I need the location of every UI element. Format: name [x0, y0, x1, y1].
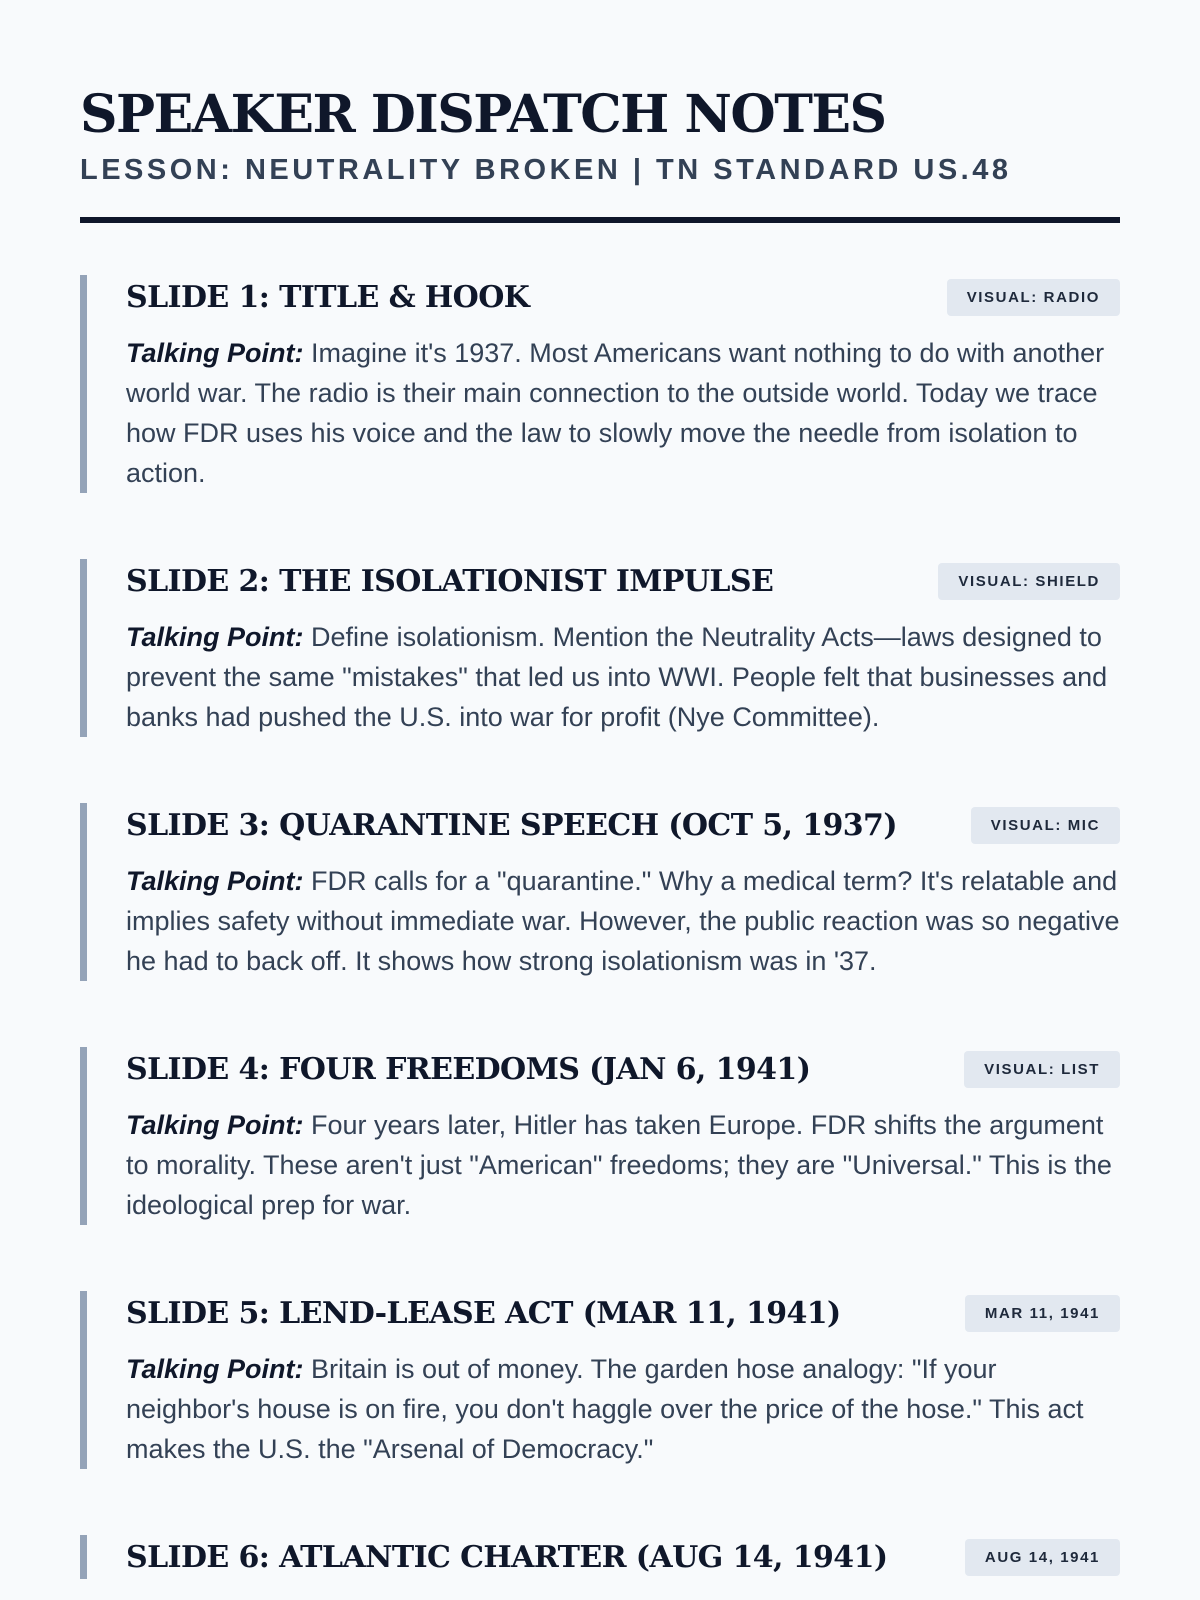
page-title: SPEAKER DISPATCH NOTES	[80, 84, 886, 145]
visual-badge: VISUAL: MIC	[971, 807, 1120, 844]
talking-point-text: Four years later, Hitler has taken Europe. FDR shifts the argument to morality. These aren't just "American" freedoms; they are "Universal." This is the ideological prep for war.	[126, 1110, 1112, 1220]
talking-point-label: Talking Point:	[126, 622, 304, 652]
talking-point	[126, 861, 1120, 981]
talking-point-text: Imagine it's 1937. Most Americans want nothing to do with another world war. The radio is their main connection to the outside world. Today we trace how FDR uses his voice and the law to slowly move the needle from isolation to action.	[126, 338, 1105, 488]
slide-title: SLIDE 6: ATLANTIC CHARTER (AUG 14, 1941)	[126, 1539, 888, 1575]
slide-title: SLIDE 5: LEND-LEASE ACT (MAR 11, 1941)	[126, 1295, 841, 1331]
slide-note-5	[80, 1291, 1120, 1469]
visual-badge: VISUAL: LIST	[964, 1051, 1120, 1088]
talking-point-text: Britain is out of money. The garden hose analogy: "If your neighbor's house is on fire, you don't haggle over the price of the hose." This act makes the U.S. the "Arsenal of Democracy."	[126, 1354, 1084, 1464]
talking-point-label: Talking Point:	[126, 1110, 304, 1140]
slide-note-header	[126, 1291, 1120, 1335]
slide-note-6	[80, 1535, 1120, 1579]
talking-point-text: FDR calls for a "quarantine." Why a medical term? It's relatable and implies safety without immediate war. However, the public reaction was so negative he had to back off. It shows how strong isolationism was in '37.	[126, 866, 1120, 976]
page-subtitle: LESSON: NEUTRALITY BROKEN | TN STANDARD US.48	[80, 154, 1012, 186]
slide-notes-list	[80, 275, 1120, 1579]
slide-note-header	[126, 559, 1120, 603]
header-divider	[80, 217, 1120, 223]
talking-point-label: Talking Point:	[126, 1354, 304, 1384]
slide-note-header	[126, 275, 1120, 319]
talking-point-label: Talking Point:	[126, 866, 304, 896]
visual-badge: VISUAL: SHIELD	[938, 563, 1120, 600]
slide-title: SLIDE 4: FOUR FREEDOMS (JAN 6, 1941)	[126, 1051, 811, 1087]
slide-note-header	[126, 1047, 1120, 1091]
slide-note-2	[80, 559, 1120, 737]
talking-point	[126, 1105, 1120, 1225]
slide-note-header	[126, 803, 1120, 847]
slide-note-3	[80, 803, 1120, 981]
slide-note-1	[80, 275, 1120, 493]
talking-point	[126, 1349, 1120, 1469]
talking-point	[126, 333, 1120, 493]
slide-note-4	[80, 1047, 1120, 1225]
date-badge: MAR 11, 1941	[965, 1295, 1120, 1332]
talking-point-text: Define isolationism. Mention the Neutrality Acts—laws designed to prevent the same "mistakes" that led us into WWI. People felt that businesses and banks had pushed the U.S. into war for profit (Nye Committee).	[126, 622, 1108, 732]
slide-title: SLIDE 2: THE ISOLATIONIST IMPULSE	[126, 563, 774, 599]
talking-point-label: Talking Point:	[126, 338, 304, 368]
talking-point	[126, 617, 1120, 737]
slide-title: SLIDE 3: QUARANTINE SPEECH (OCT 5, 1937)	[126, 807, 897, 843]
slide-title: SLIDE 1: TITLE & HOOK	[126, 279, 530, 315]
slide-note-header	[126, 1535, 1120, 1579]
visual-badge: VISUAL: RADIO	[947, 279, 1120, 316]
date-badge: AUG 14, 1941	[965, 1539, 1120, 1576]
